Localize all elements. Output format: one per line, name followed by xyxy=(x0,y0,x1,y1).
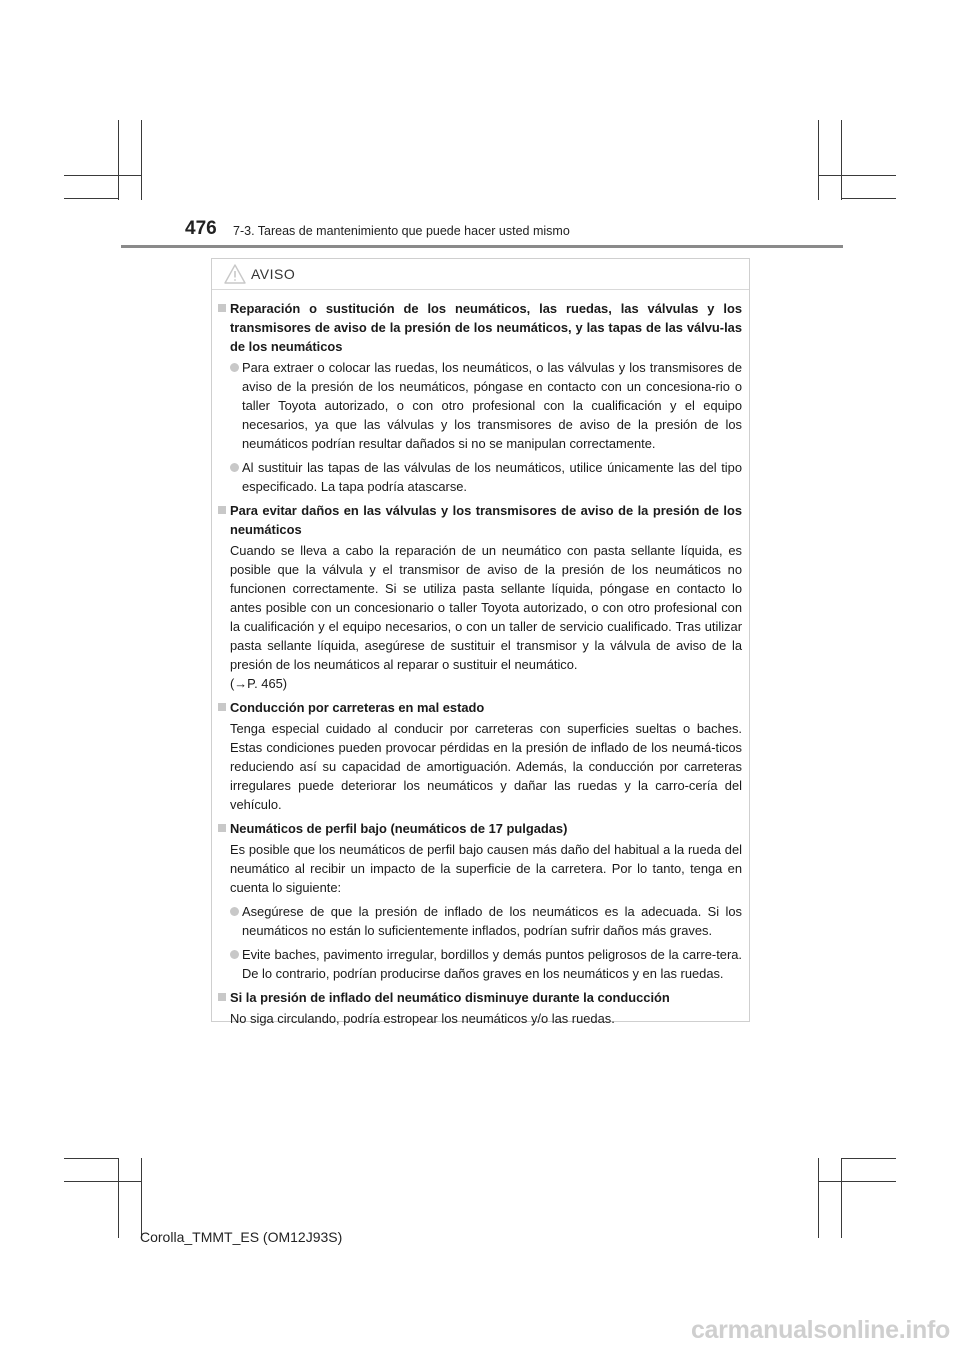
paragraph-text: Cuando se lleva a cabo la reparación de un neumático con pasta sellante líquida, es posible que la válvula y el transmisor de aviso de la presión de los neumáticos no funcionen correctamente. Si se utiliza pasta sellante líquida, póngase en contacto lo antes posible con un concesionario o taller Toyota autorizado, o con otro profesional con la cualificación y el equipo necesarios, o con un taller de servicio cualificado. Tras utilizar pasta sellante líquida, asegúrese de sustituir el transmisor y la válvula de aviso de la presión de los neumáticos al reparar o sustituir el neumático. xyxy=(230,543,742,672)
crop-mark xyxy=(141,1158,142,1238)
crop-mark xyxy=(118,1158,119,1238)
paragraph-text: Tenga especial cuidado al conducir por carreteras con superficies sueltas o baches. Estas condiciones pueden provocar pérdidas en la presión de inflado de los neumá-ticos reduciendo así su capacidad de amortiguación. Además, la conducción por carreteras irregulares puede deteriorar los neumáticos y dañar las ruedas y la carro-cería del vehículo. xyxy=(230,721,742,812)
warning-divider xyxy=(212,289,749,290)
item-title: Para evitar daños en las válvulas y los transmisores de aviso de la presión de los neumáticos xyxy=(230,503,742,537)
square-bullet-icon xyxy=(218,304,226,312)
bullet-item xyxy=(218,458,742,496)
bullet-item xyxy=(218,945,742,983)
warning-item-heading xyxy=(218,819,742,838)
warning-item-heading xyxy=(218,698,742,717)
item-paragraph xyxy=(218,1009,742,1028)
crop-mark xyxy=(141,120,142,200)
crop-mark xyxy=(841,1158,896,1159)
crop-mark xyxy=(818,175,896,176)
crop-mark xyxy=(841,198,896,199)
crop-mark xyxy=(118,120,119,200)
bullet-item xyxy=(218,902,742,940)
square-bullet-icon xyxy=(218,993,226,1001)
watermark: carmanualsonline.info xyxy=(690,1316,950,1344)
item-title: Reparación o sustitución de los neumáticos, las ruedas, las válvulas y los transmisores de aviso de la presión de los neumáticos, y las tapas de las válvu-las de los neumáticos xyxy=(230,301,742,354)
item-paragraph xyxy=(218,719,742,814)
item-title: Si la presión de inflado del neumático disminuye durante la conducción xyxy=(230,990,670,1005)
crop-mark xyxy=(818,1181,896,1182)
document-id: Corolla_TMMT_ES (OM12J93S) xyxy=(140,1229,343,1245)
page-number: 476 xyxy=(185,218,217,239)
warning-header xyxy=(224,261,295,287)
item-title: Neumáticos de perfil bajo (neumáticos de 17 pulgadas) xyxy=(230,821,568,836)
crop-mark xyxy=(64,175,141,176)
warning-box xyxy=(211,258,750,1026)
square-bullet-icon xyxy=(218,824,226,832)
crop-mark xyxy=(818,120,819,200)
crop-mark xyxy=(64,1158,118,1159)
page-reference-link[interactable]: (→P. 465) xyxy=(230,676,288,691)
paragraph-text: No siga circulando, podría estropear los neumáticos y/o las ruedas. xyxy=(230,1011,615,1026)
paragraph-text: Es posible que los neumáticos de perfil bajo causen más daño del habitual a la rueda del neumático al recibir un impacto de la superficie de la carretera. Por lo tanto, tenga en cuenta lo siguiente: xyxy=(230,842,742,895)
crop-mark xyxy=(818,1158,819,1238)
crop-mark xyxy=(841,1158,842,1238)
warning-body xyxy=(218,299,742,1033)
header-rule xyxy=(121,245,843,248)
item-paragraph xyxy=(218,541,742,693)
square-bullet-icon xyxy=(218,703,226,711)
section-title: 7-3. Tareas de mantenimiento que puede hacer usted mismo xyxy=(233,224,570,238)
bullet-text: Evite baches, pavimento irregular, bordillos y demás puntos peligrosos de la carre-tera. De lo contrario, podrían producirse daños graves en los neumáticos y en las ruedas. xyxy=(242,947,742,981)
bullet-item xyxy=(218,358,742,453)
item-title: Conducción por carreteras en mal estado xyxy=(230,700,485,715)
bullet-text: Asegúrese de que la presión de inflado de los neumáticos es la adecuada. Si los neumáticos no están lo suficientemente inflados, podrían sufrir daños más graves. xyxy=(242,904,742,938)
warning-triangle-icon xyxy=(224,264,246,284)
bullet-text: Al sustituir las tapas de las válvulas de los neumáticos, utilice únicamente las del tipo especificado. La tapa podría atascarse. xyxy=(242,460,742,494)
crop-mark xyxy=(841,120,842,200)
circle-bullet-icon xyxy=(230,950,239,959)
warning-item-heading xyxy=(218,988,742,1007)
circle-bullet-icon xyxy=(230,463,239,472)
bullet-text: Para extraer o colocar las ruedas, los neumáticos, o las válvulas y los transmisores de aviso de la presión de los neumáticos, póngase en contacto con un concesiona-rio o taller Toyota autorizado, o con otro profesional con la cualificación y el equipo necesarios, ya que las válvulas y los transmisores de aviso de la presión de los neumáticos podrían resultar dañados si no se manipulan correctamente. xyxy=(242,360,742,451)
warning-label: AVISO xyxy=(251,266,296,282)
circle-bullet-icon xyxy=(230,363,239,372)
square-bullet-icon xyxy=(218,506,226,514)
item-paragraph xyxy=(218,840,742,897)
crop-mark xyxy=(64,1181,141,1182)
crop-mark xyxy=(64,198,118,199)
warning-item-heading xyxy=(218,501,742,539)
circle-bullet-icon xyxy=(230,907,239,916)
warning-item-heading xyxy=(218,299,742,356)
